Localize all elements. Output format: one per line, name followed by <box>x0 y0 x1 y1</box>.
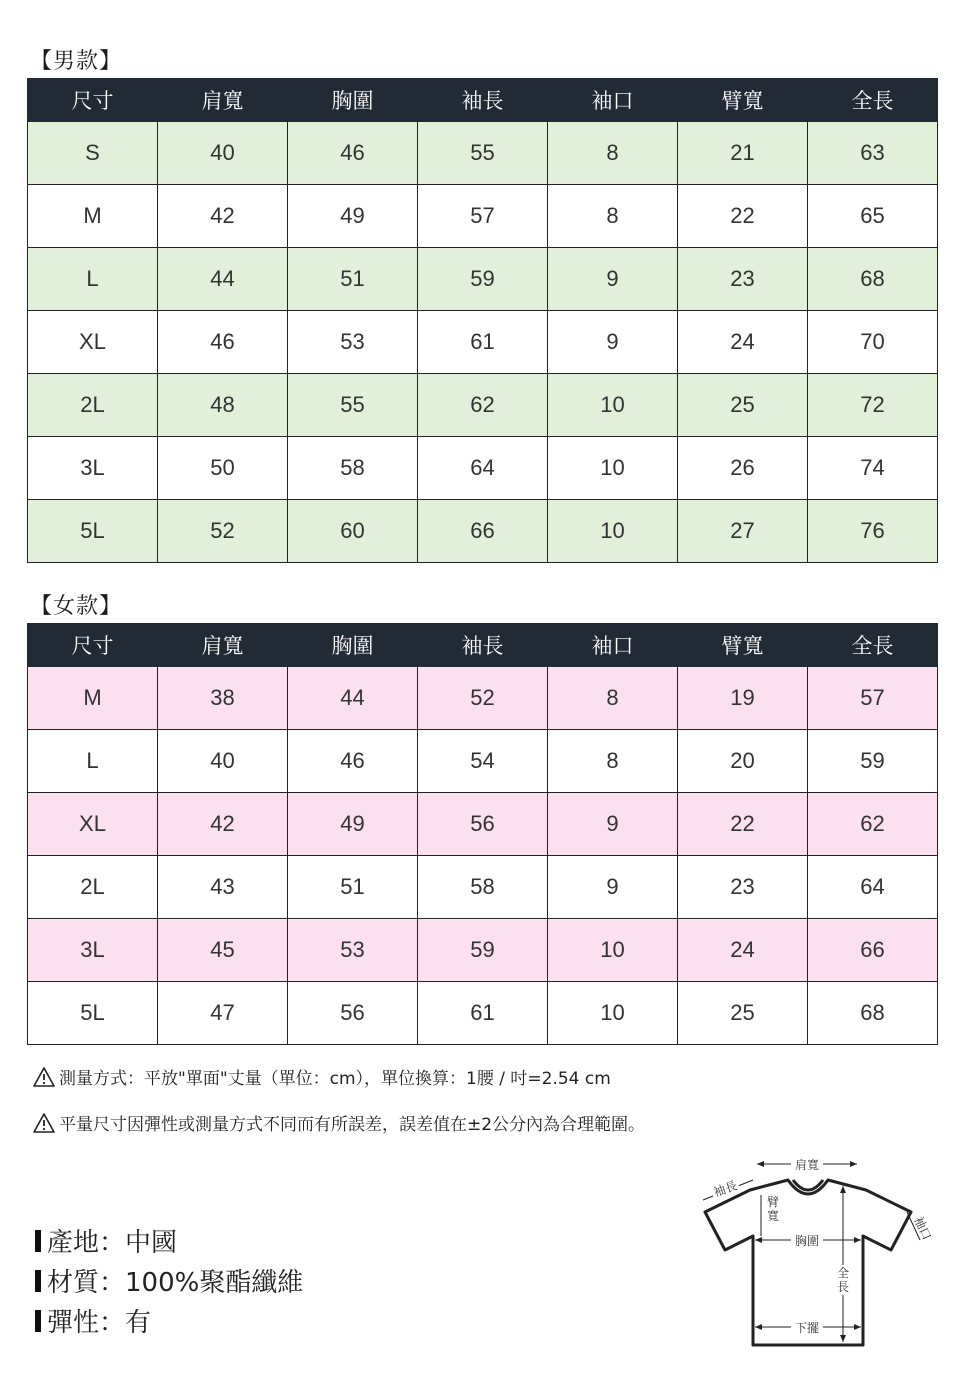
women-section-title: 【女款】 <box>30 594 123 619</box>
women-size-table <box>27 623 938 1045</box>
measurement-cell: 59 <box>808 730 938 793</box>
warning-icon <box>33 1067 55 1087</box>
elasticity-text: 彈性：有 <box>47 1308 152 1338</box>
measurement-cell: 61 <box>418 311 548 374</box>
column-header: 尺寸 <box>28 624 158 667</box>
material-text: 材質：100%聚酯纖維 <box>47 1268 304 1298</box>
measurement-cell: 9 <box>548 856 678 919</box>
size-cell: L <box>28 730 158 793</box>
size-cell: 2L <box>28 374 158 437</box>
measurement-cell: 68 <box>808 248 938 311</box>
measurement-cell: 8 <box>548 185 678 248</box>
measurement-cell: 60 <box>288 500 418 563</box>
table-row <box>28 500 938 563</box>
measurement-cell: 62 <box>808 793 938 856</box>
measurement-cell: 49 <box>288 185 418 248</box>
measurement-cell: 38 <box>158 667 288 730</box>
measurement-cell: 8 <box>548 667 678 730</box>
men-header-row <box>28 79 938 122</box>
column-header: 袖口 <box>548 79 678 122</box>
measurement-cell: 42 <box>158 793 288 856</box>
measurement-cell: 61 <box>418 982 548 1045</box>
column-header: 袖長 <box>418 79 548 122</box>
measurement-cell: 44 <box>158 248 288 311</box>
table-row <box>28 667 938 730</box>
column-header: 全長 <box>808 624 938 667</box>
measurement-cell: 10 <box>548 982 678 1045</box>
measurement-cell: 21 <box>678 122 808 185</box>
measurement-cell: 46 <box>158 311 288 374</box>
column-header: 胸圍 <box>288 79 418 122</box>
measurement-cell: 64 <box>808 856 938 919</box>
measurement-cell: 23 <box>678 856 808 919</box>
size-cell: 5L <box>28 982 158 1045</box>
measurement-cell: 58 <box>288 437 418 500</box>
measurement-cell: 53 <box>288 311 418 374</box>
hem-label: 下擺 <box>794 1321 820 1335</box>
table-row <box>28 793 938 856</box>
measurement-cell: 40 <box>158 122 288 185</box>
measurement-cell: 66 <box>418 500 548 563</box>
measurement-cell: 9 <box>548 248 678 311</box>
measurement-cell: 76 <box>808 500 938 563</box>
measurement-cell: 43 <box>158 856 288 919</box>
measurement-cell: 46 <box>288 122 418 185</box>
measurement-cell: 48 <box>158 374 288 437</box>
men-section-title: 【男款】 <box>30 49 123 74</box>
measurement-cell: 51 <box>288 856 418 919</box>
column-header: 尺寸 <box>28 79 158 122</box>
table-row <box>28 919 938 982</box>
measurement-cell: 57 <box>808 667 938 730</box>
measurement-cell: 54 <box>418 730 548 793</box>
size-cell: XL <box>28 793 158 856</box>
measurement-cell: 59 <box>418 919 548 982</box>
table-row <box>28 856 938 919</box>
measurement-cell: 45 <box>158 919 288 982</box>
measurement-cell: 62 <box>418 374 548 437</box>
size-cell: 3L <box>28 437 158 500</box>
measurement-cell: 9 <box>548 311 678 374</box>
measurement-cell: 27 <box>678 500 808 563</box>
measurement-cell: 9 <box>548 793 678 856</box>
measurement-cell: 55 <box>418 122 548 185</box>
measurement-cell: 66 <box>808 919 938 982</box>
arm-width-label-2: 寬 <box>766 1209 780 1223</box>
column-header: 袖長 <box>418 624 548 667</box>
origin-text: 產地：中國 <box>47 1228 178 1258</box>
bullet-bar <box>35 1310 41 1332</box>
measurement-cell: 53 <box>288 919 418 982</box>
measurement-cell: 26 <box>678 437 808 500</box>
measurement-cell: 46 <box>288 730 418 793</box>
size-cell: L <box>28 248 158 311</box>
measurement-note-text: 測量方式：平放"單面"丈量（單位：cm），單位換算：1腰 / 吋=2.54 cm <box>59 1069 611 1089</box>
measurement-cell: 25 <box>678 982 808 1045</box>
measurement-cell: 10 <box>548 374 678 437</box>
men-size-table <box>27 78 938 563</box>
measurement-cell: 74 <box>808 437 938 500</box>
size-cell: M <box>28 185 158 248</box>
measurement-cell: 49 <box>288 793 418 856</box>
table-row <box>28 248 938 311</box>
cuff-label: 袖口 <box>911 1214 935 1243</box>
chest-label: 胸圍 <box>794 1234 820 1248</box>
measurement-cell: 51 <box>288 248 418 311</box>
measurement-cell: 22 <box>678 793 808 856</box>
elasticity-info <box>35 1302 151 1339</box>
measurement-cell: 42 <box>158 185 288 248</box>
measurement-cell: 72 <box>808 374 938 437</box>
table-row <box>28 311 938 374</box>
size-cell: 2L <box>28 856 158 919</box>
column-header: 肩寬 <box>158 79 288 122</box>
column-header: 臂寬 <box>678 624 808 667</box>
measurement-cell: 64 <box>418 437 548 500</box>
measurement-cell: 70 <box>808 311 938 374</box>
length-label-2: 長 <box>836 1280 850 1294</box>
table-row <box>28 437 938 500</box>
size-cell: 3L <box>28 919 158 982</box>
measurement-cell: 10 <box>548 919 678 982</box>
measurement-cell: 8 <box>548 122 678 185</box>
measurement-cell: 20 <box>678 730 808 793</box>
measurement-cell: 56 <box>418 793 548 856</box>
bullet-bar <box>35 1270 41 1292</box>
measurement-cell: 52 <box>418 667 548 730</box>
shoulder-label: 肩寬 <box>794 1158 820 1172</box>
warning-icon <box>33 1113 55 1133</box>
table-row <box>28 374 938 437</box>
size-cell: S <box>28 122 158 185</box>
tolerance-note <box>33 1110 645 1135</box>
column-header: 全長 <box>808 79 938 122</box>
size-cell: M <box>28 667 158 730</box>
column-header: 肩寬 <box>158 624 288 667</box>
length-label-1: 全 <box>836 1266 850 1280</box>
measurement-cell: 57 <box>418 185 548 248</box>
measurement-cell: 19 <box>678 667 808 730</box>
measurement-cell: 63 <box>808 122 938 185</box>
table-row <box>28 122 938 185</box>
origin-info <box>35 1222 177 1259</box>
size-cell: 5L <box>28 500 158 563</box>
arm-width-label-1: 臂 <box>766 1195 780 1209</box>
measurement-cell: 23 <box>678 248 808 311</box>
measurement-cell: 47 <box>158 982 288 1045</box>
measurement-note <box>33 1064 611 1089</box>
measurement-cell: 55 <box>288 374 418 437</box>
women-header-row <box>28 624 938 667</box>
measurement-cell: 10 <box>548 500 678 563</box>
size-cell: XL <box>28 311 158 374</box>
table-row <box>28 982 938 1045</box>
sleeve-length-label: 袖長 <box>711 1178 740 1200</box>
measurement-cell: 24 <box>678 311 808 374</box>
measurement-cell: 44 <box>288 667 418 730</box>
material-info <box>35 1262 303 1299</box>
column-header: 袖口 <box>548 624 678 667</box>
table-row <box>28 185 938 248</box>
table-row <box>28 730 938 793</box>
measurement-cell: 25 <box>678 374 808 437</box>
column-header: 胸圍 <box>288 624 418 667</box>
tshirt-measurement-diagram <box>695 1150 935 1355</box>
bullet-bar <box>35 1230 41 1252</box>
measurement-cell: 52 <box>158 500 288 563</box>
measurement-cell: 56 <box>288 982 418 1045</box>
tolerance-note-text: 平量尺寸因彈性或測量方式不同而有所誤差，誤差值在±2公分內為合理範圍。 <box>59 1115 646 1135</box>
measurement-cell: 65 <box>808 185 938 248</box>
measurement-cell: 59 <box>418 248 548 311</box>
measurement-cell: 40 <box>158 730 288 793</box>
column-header: 臂寬 <box>678 79 808 122</box>
measurement-cell: 24 <box>678 919 808 982</box>
measurement-cell: 10 <box>548 437 678 500</box>
measurement-cell: 68 <box>808 982 938 1045</box>
measurement-cell: 22 <box>678 185 808 248</box>
measurement-cell: 50 <box>158 437 288 500</box>
measurement-cell: 8 <box>548 730 678 793</box>
measurement-cell: 58 <box>418 856 548 919</box>
